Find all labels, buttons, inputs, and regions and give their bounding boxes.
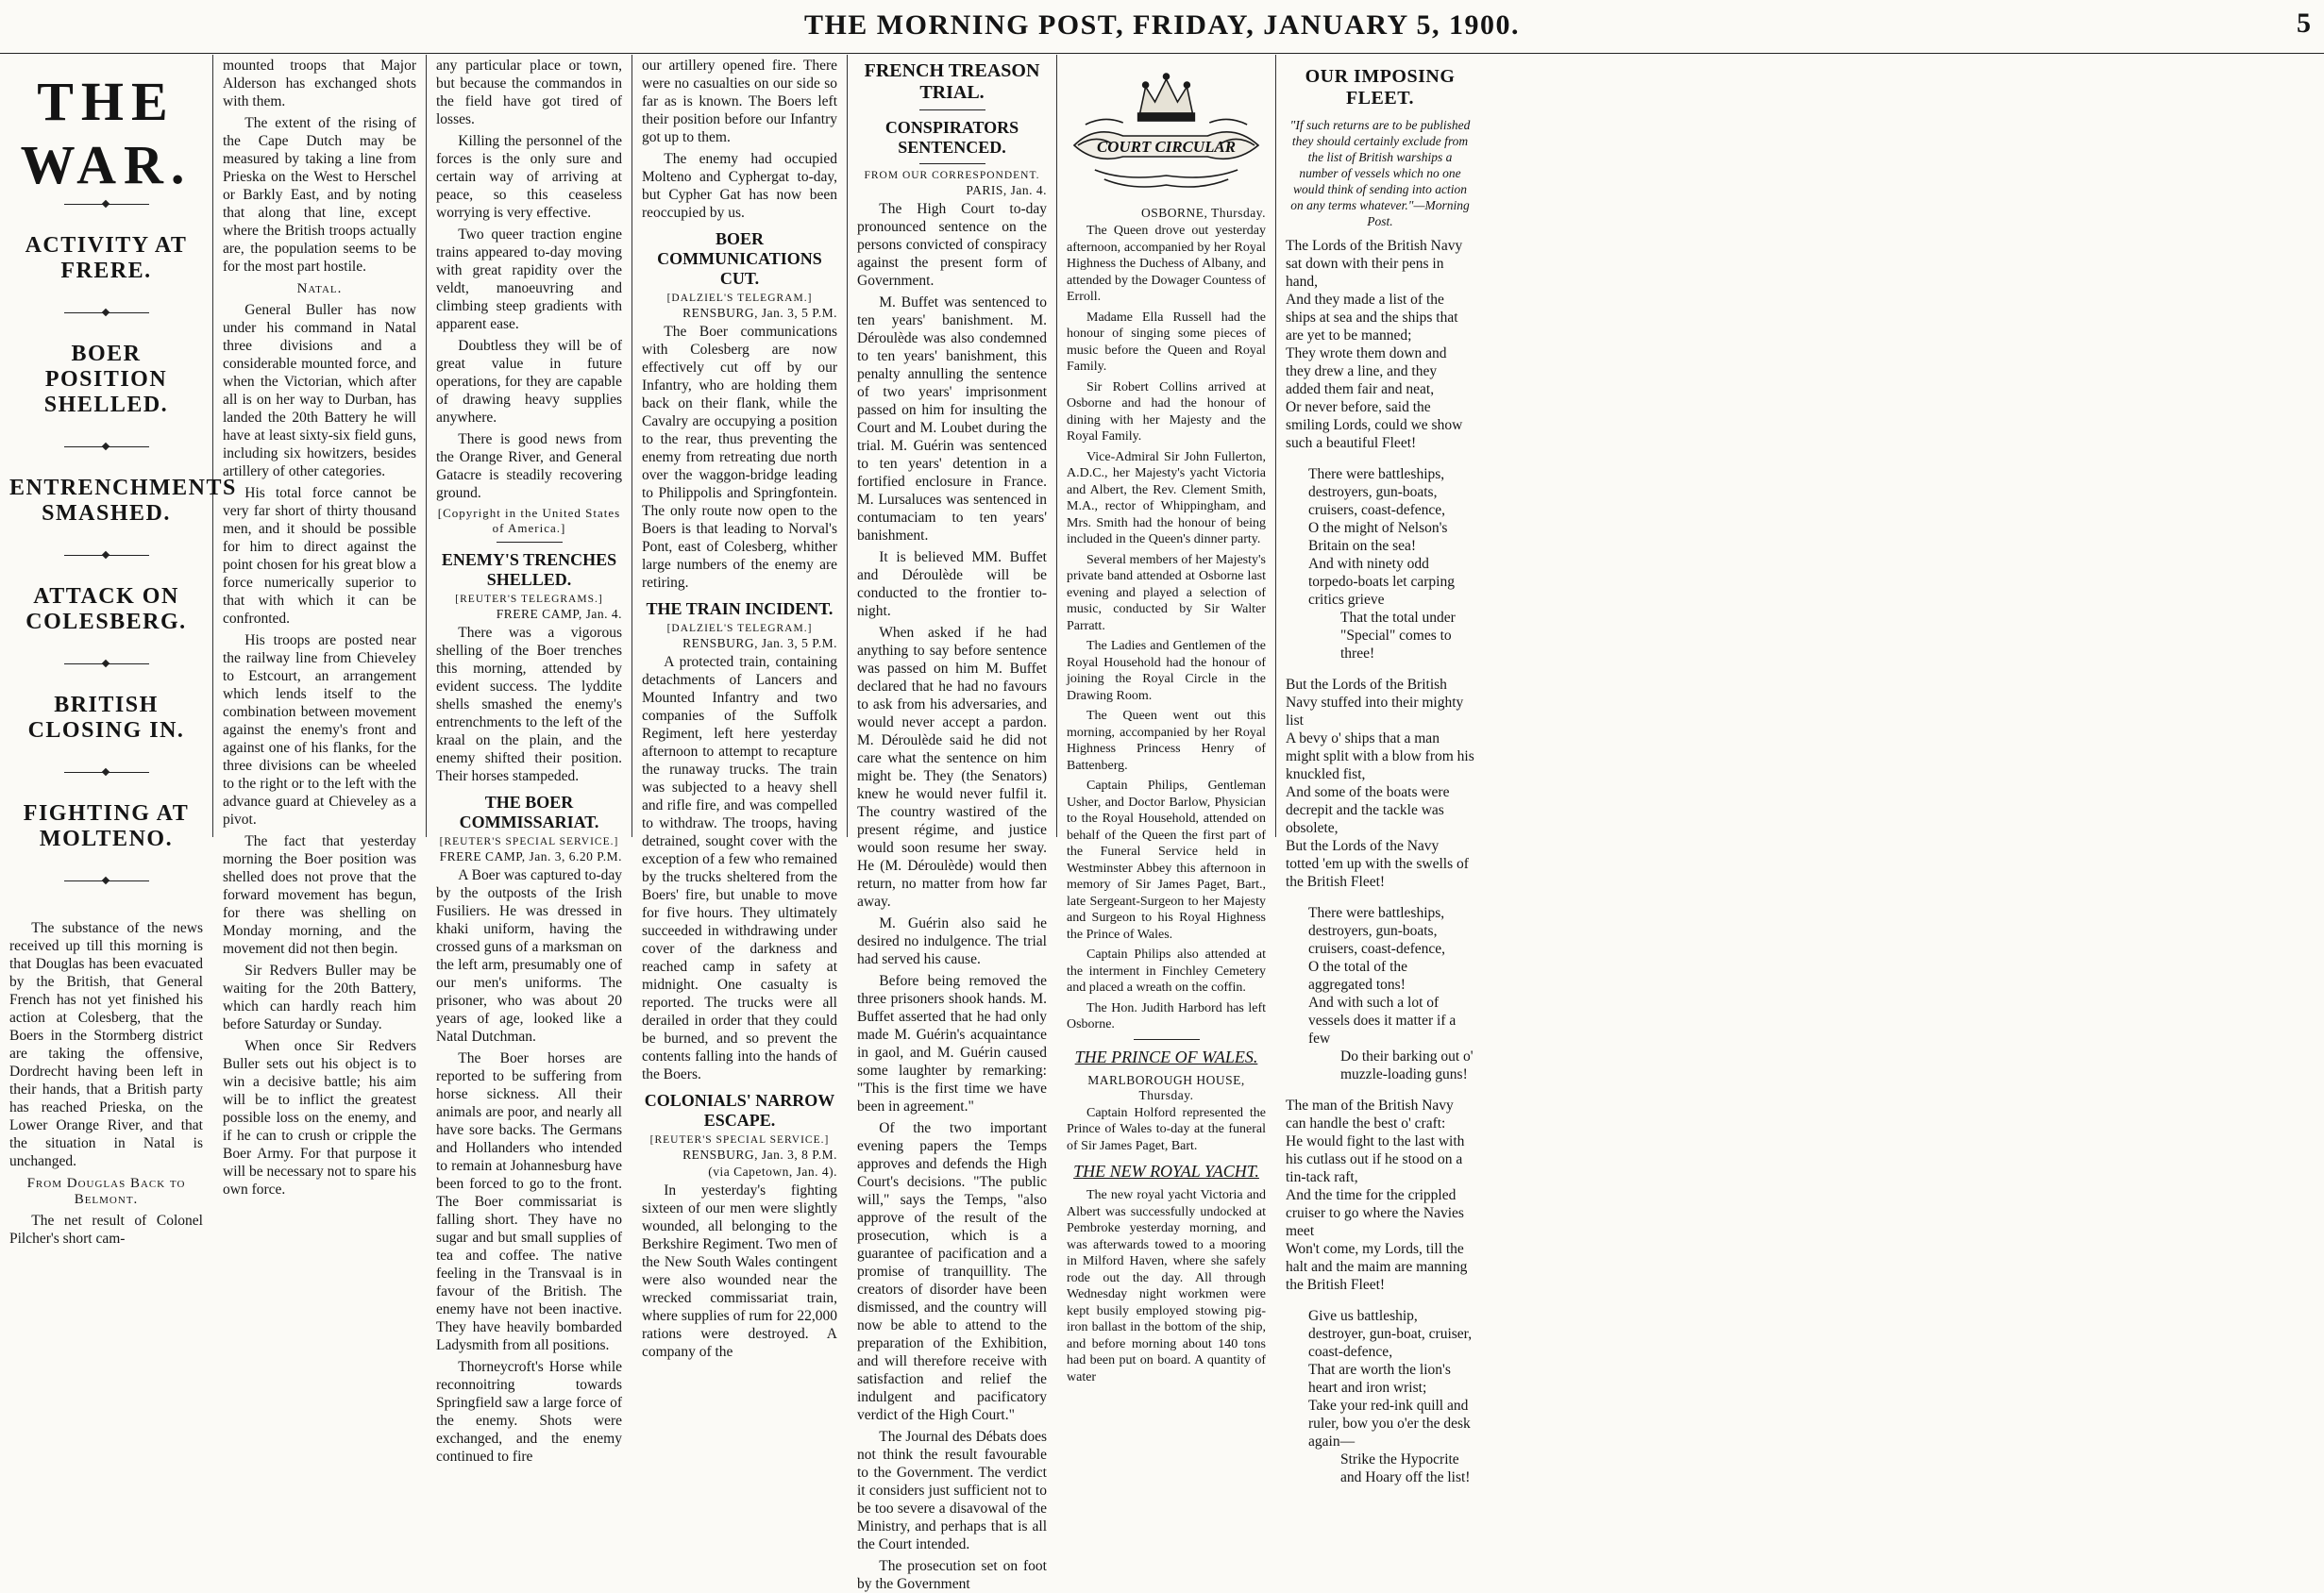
article-paragraph: Several members of her Majesty's private band attended at Osborne last evening and played a selection of music, conducted by Sir Walter Parratt. [1067, 552, 1266, 633]
article-paragraph: Vice-Admiral Sir John Fullerton, A.D.C., her Majesty's yacht Victoria and Albert, the Rev. Clement Smith, M.A., rector of Whippingham, and Mrs. Smith had the honour of being included in the Queen's dinner party. [1067, 449, 1266, 546]
article-paragraph: The Boer communications with Colesberg are now effectively cut off by our Infantry, who are holding them back on their flank, while the Cavalry are occupying a position to the rear, thus preventing the enemy from retreating due north over the waggon-bridge leading to Philippolis and Springfontein. The only route now open to the Boers is that leading to Norval's Pont, east of Colesberg, whither large numbers of the enemy are retiring. [642, 324, 837, 591]
ornamental-rule [64, 880, 149, 881]
subhead: BRITISH CLOSING IN. [27, 693, 185, 743]
column-frere-camp [427, 55, 632, 1465]
poem-line: O the might of Nelson's Britain on the sea! [1308, 520, 1448, 554]
subhead: FIGHTING AT MOLTENO. [23, 801, 190, 851]
rule [497, 542, 563, 543]
court-circular-emblem [1067, 59, 1266, 200]
article-paragraph: His total force cannot be very far short of thirty thousand men, and it should be possible for him to direct against the point chosen for his great blow a force numerically superior to that with which it can be confronted. [223, 485, 416, 627]
article-paragraph: M. Buffet was sentenced to ten years' banishment. M. Déroulède was also condemned to ten years' banishment, this penalty annulling the sentence of two years' imprisonment passed on him for insulting the Court and M. Loubet during the trial. M. Guérin was sentenced to ten years' detention in a fortified enclosure in France. M. Lursaluces was sentenced in contumaciam to ten years' banishment. [857, 294, 1047, 544]
article-paragraph: A protected train, containing detachments of Lancers and Mounted Infantry and two companies of the Suffolk Regiment, left here yesterday afternoon to attempt to recapture the runaway trucks. The train was subjected to a heavy shell and rifle fire, and was compelled to withdraw. The troops, having detrained, sought cover with the exception of a few who remained by the trucks sheltered from the Boers' fire, but unable to move for five hours. They ultimately succeeded in withdrawing under cover of the darkness and reached camp in safety at midnight. One casualty is reported. The trucks were all derailed in order that they could be burned, and so prevent the contents falling into the hands of the Boers. [642, 654, 838, 1082]
poem-line: There were battleships, destroyers, gun-boats, cruisers, coast-defence, [1308, 905, 1446, 957]
article-paragraph: The Ladies and Gentlemen of the Royal Household had the honour of joining the Royal Circle in the Drawing Room. [1067, 639, 1266, 703]
poem-line: And they made a list of the ships at sea and the ships that are yet to be manned; [1286, 292, 1458, 344]
article-paragraph: The enemy had occupied Molteno and Cyphergat to-day, but Cypher Gat has now been reoccupied by us. [642, 151, 837, 221]
poem-stanza [1286, 676, 1474, 891]
ornamental-rule [64, 312, 149, 313]
dateline: RENSBURG, Jan. 3, 5 P.M. [682, 636, 837, 650]
poem-line: And with such a lot of vessels does it matter if a few [1308, 995, 1457, 1047]
article-paragraph: mounted troops that Major Alderson has exchanged shots with them. [223, 58, 416, 109]
article-paragraph: Captain Philips, Gentleman Usher, and Doctor Barlow, Physician to the Royal Household, attended on behalf of the Queen the first part of the Funeral Service held in Westminster Abbey this afternoon in memory of Sir James Paget, Bart., late Sergeant-Surgeon to her Majesty and Surgeon to his Royal Highness the Prince of Wales. [1067, 779, 1266, 942]
copyright-note: [Copyright in the United States of America.] [437, 506, 621, 535]
article-headline: THE TRAIN INCIDENT. [646, 599, 834, 618]
poem-stanza [1286, 904, 1474, 1083]
dateline: RENSBURG, Jan. 3, 5 P.M. [682, 306, 837, 320]
war-title: THE WAR. [20, 71, 193, 195]
column-war-headlines [0, 55, 237, 1247]
article-paragraph: When asked if he had anything to say before sentence was passed on him M. Buffet declared that he had no favours to ask from his adversaries, and would never accept a pardon. M. Déroulède said he did not care what the sentence on him might be. They (the Senators) knew he would never fulfil it. The country wastired of the present régime, and justice would soon resume her sway. He (M. Déroulède) would then return, no matter from how far away. [857, 625, 1047, 910]
source-line: FROM OUR CORRESPONDENT. [864, 170, 1040, 181]
article-paragraph: It is believed MM. Buffet and Déroulède will be conducted to the frontier to-night. [857, 549, 1047, 619]
poem-line: Give us battleship, destroyer, gun-boat, cruiser, coast-defence, [1308, 1308, 1473, 1360]
crown-banner-icon [1067, 59, 1266, 200]
masthead [0, 0, 2324, 54]
article-paragraph: Sir Robert Collins arrived at Osborne and had the honour of dining with her Majesty and the Royal Family. [1067, 379, 1266, 444]
ornamental-rule [64, 446, 149, 447]
source-line: [REUTER'S TELEGRAMS.] [455, 594, 603, 605]
article-paragraph: The fact that yesterday morning the Boer position was shelled does not prove that the forward movement has begun, for there was shelling on Monday morning, and the movement did not then begin. [223, 833, 416, 957]
dateline: RENSBURG, Jan. 3, 8 P.M. [682, 1148, 837, 1162]
column-court-circular [1057, 55, 1276, 1384]
article-paragraph: The new royal yacht Victoria and Albert was successfully undocked at Pembroke yesterday morning, and was afterwards towed to a mooring in Milford Haven, where she safely rode out the day. All through Wednesday night workmen were kept busily employed stowing pig-iron ballast in the bottom of the ship, and before morning about 140 tons had been put on board. A quantity of water [1067, 1188, 1266, 1384]
column-french-trial [848, 55, 1057, 1592]
article-paragraph: The High Court to-day pronounced sentence on the persons convicted of conspiracy against the present form of Government. [857, 201, 1047, 289]
article-headline: COLONIALS' NARROW ESCAPE. [644, 1091, 835, 1130]
article-paragraph: The substance of the news received up till this morning is that Douglas has been evacuated by the British, that General French has not yet finished his action at Colesberg, that the Boers in the Stormberg district are taking the offensive, Dordrecht having been left in their hands, that a British party has reached Prieska, on the Lower Orange River, and that the situation in Natal is unchanged. [9, 920, 203, 1169]
article-headline: FRENCH TREASON TRIAL. [864, 60, 1040, 103]
article-paragraph: The prosecution set on foot by the Government [857, 1558, 1047, 1592]
ornamental-rule [64, 772, 149, 773]
poem-line: And some of the boats were decrepit and the tackle was obsolete, [1286, 784, 1450, 836]
poem-line: That are worth the lion's heart and iron wrist; [1308, 1362, 1451, 1396]
masthead-title: THE MORNING POST, FRIDAY, JANUARY 5, 1900. [803, 9, 1521, 41]
poem-line: O the total of the aggregated tons! [1308, 959, 1408, 993]
dateline: MARLBOROUGH HOUSE, Thursday. [1087, 1072, 1245, 1102]
poem-line: Take your red-ink quill and ruler, bow you o'er the desk again— [1308, 1398, 1471, 1450]
poem-line: But the Lords of the Navy totted 'em up with the swells of the British Fleet! [1286, 838, 1469, 890]
article-paragraph: A Boer was captured to-day by the outposts of the Irish Fusiliers. He was dressed in khaki uniform, having the crossed guns of a marksman on the left arm, presumably one of our men's uniforms. The prisoner, who was about 20 years of age, looked like a Natal Dutchman. [436, 867, 622, 1045]
poem-line: Strike the Hypocrite and Hoary off the list! [1340, 1451, 1471, 1485]
dateline-note: (via Capetown, Jan. 4). [708, 1165, 837, 1179]
poem-line: Or never before, said the smiling Lords, could we show such a beautiful Fleet! [1286, 399, 1463, 451]
poem-line: Won't come, my Lords, till the halt and the maim are manning the British Fleet! [1286, 1241, 1468, 1293]
article-paragraph: In yesterday's fighting sixteen of our men were slightly wounded, all belonging to the Berkshire Regiment. Two men of the New South Wales contingent were also wounded near the wrecked commissariat train, where supplies of rum for 22,000 rations were destroyed. A company of the [642, 1182, 837, 1360]
poem-stanza [1286, 1307, 1474, 1486]
ornamental-rule [64, 663, 149, 664]
article-paragraph: any particular place or town, but because the commandos in the field have got tired of losses. [436, 58, 622, 127]
article-paragraph: Doubtless they will be of great value in future operations, for they are capable of drawing heavy supplies anywhere. [436, 338, 622, 426]
poem-stanza [1286, 1097, 1474, 1294]
poem-body [1286, 237, 1474, 1486]
article-paragraph: our artillery opened fire. There were no casualties on our side so far as is known. The Boers left their position before our Infantry got up to them. [642, 58, 837, 145]
source-line: [DALZIEL'S TELEGRAM.] [666, 293, 813, 304]
article-paragraph: Thorneycroft's Horse while reconnoitring towards Springfield saw a large force of the enemy. Shots were exchanged, and the enemy continued to fire [436, 1359, 622, 1465]
poem-line: They wrote them down and they drew a line, and they added them fair and neat, [1286, 345, 1447, 397]
article-paragraph: There was a vigorous shelling of the Boer trenches this morning, attended by evident success. The lyddite shells smashed the enemy's entrenchments to the left of the kraal on the plain, and the enemy shifted their position. Their horses stampeded. [436, 625, 622, 784]
article-paragraph: M. Guérin also said he desired no indulgence. The trial had served his cause. [857, 915, 1047, 967]
dateline: FRERE CAMP, Jan. 4. [496, 607, 622, 621]
columns [0, 55, 2324, 1592]
article-paragraph: The net result of Colonel Pilcher's short cam- [9, 1213, 203, 1247]
subhead: ATTACK ON COLESBERG. [25, 584, 187, 634]
article-paragraph: Madame Ella Russell had the honour of singing some pieces of music before the Queen and Royal Family. [1067, 310, 1266, 374]
dateline: OSBORNE, Thursday. [1140, 206, 1266, 220]
article-headline: THE NEW ROYAL YACHT. [1073, 1162, 1259, 1181]
poem-title: OUR IMPOSING FLEET. [1305, 66, 1456, 109]
article-paragraph: Before being removed the three prisoners shook hands. M. Buffet asserted that he had only made M. Guérin's acquaintance in gaol, and M. Guérin caused some laughter by remarking: "This is the first time we have been in agreement." [857, 973, 1047, 1115]
poem-line: A bevy o' ships that a man might split with a blow from his knuckled fist, [1286, 730, 1474, 782]
source-line: [DALZIEL'S TELEGRAM.] [666, 623, 813, 634]
article-paragraph: When once Sir Redvers Buller sets out his object is to win a decisive battle; his aim will be to inflict the greatest possible loss on the enemy, and if he can to crush or cripple the Boer Army. For that purpose it will be necessary not to spare his own force. [223, 1038, 416, 1198]
source-line: [REUTER'S SPECIAL SERVICE.] [439, 836, 619, 847]
subhead: ENTRENCHMENTS SMASHED. [9, 476, 237, 526]
article-paragraph: Two queer traction engine trains appeared to-day moving with great rapidity over the veldt, manoeuvring and climbing steep gradients with apparent ease. [436, 226, 622, 332]
poem-line: He would fight to the last with his cutlass out if he stood on a tin-tack raft, [1286, 1133, 1465, 1185]
article-paragraph: The Queen went out this morning, accompanied by her Royal Highness Princess Henry of Battenberg. [1067, 709, 1266, 773]
rule [919, 163, 985, 164]
poem-stanza [1286, 237, 1474, 452]
poem-stanza [1286, 465, 1474, 662]
article-headline: ENEMY'S TRENCHES SHELLED. [441, 550, 617, 589]
article-headline: THE BOER COMMISSARIAT. [459, 793, 599, 831]
poem-line: The man of the British Navy can handle the best o' craft: [1286, 1098, 1454, 1132]
poem-line: Do their barking out o' muzzle-loading guns! [1340, 1048, 1474, 1082]
subhead: BOER POSITION SHELLED. [43, 342, 169, 417]
section-head: From Douglas Back to Belmont. [26, 1176, 186, 1207]
column-rensburg [632, 55, 848, 1360]
article-paragraph: Sir Redvers Buller may be waiting for the 20th Battery, which can hardly reach him before Saturday or Sunday. [223, 963, 416, 1032]
poem-line: And the time for the crippled cruiser to go where the Navies meet [1286, 1187, 1464, 1239]
poem-line: That the total under "Special" comes to three! [1340, 610, 1456, 662]
article-paragraph: The Journal des Débats does not think the result favourable to the Government. The verdict it considers just sufficient not to be too severe a disavowal of the Ministry, and perhaps that is all the Court intended. [857, 1429, 1047, 1552]
article-headline: BOER COMMUNICATIONS CUT. [657, 229, 822, 288]
source-line: [REUTER'S SPECIAL SERVICE.] [649, 1134, 830, 1146]
article-paragraph: His troops are posted near the railway line from Chieveley to Estcourt, an arrangement which lends itself to the combination between movement against the enemy's front and against one of his flanks, for the three divisions can be wheeled to the right or to the left with the advance guard at Chieveley as a pivot. [223, 632, 416, 828]
emblem-lettering: COURT CIRCULAR [1097, 137, 1236, 157]
poem-line: But the Lords of the British Navy stuffed into their mighty list [1286, 677, 1464, 729]
poem-line: And with ninety odd torpedo-boats let carping critics grieve [1308, 556, 1455, 608]
poem-line: The Lords of the British Navy sat down with their pens in hand, [1286, 238, 1463, 290]
article-paragraph: Captain Holford represented the Prince of Wales to-day at the funeral of Sir James Paget, Bart. [1067, 1105, 1266, 1153]
article-subheadline: CONSPIRATORS SENTENCED. [884, 118, 1019, 157]
poem-epigraph: "If such returns are to be published they should certainly exclude from the list of British warships a number of vessels which no one would think of sending into action on any terms whatever."—Morning Post. [1289, 118, 1471, 228]
article-paragraph: Of the two important evening papers the Temps approves and defends the High Court's decisions. "The public will," says the Temps, "also approve of the result of the prosecution, which is a guarantee of pacification and a promise of tranquillity. The creators of disorder have been dismissed, and the country will now be able to attend to the preparation of the Exhibition, and will therefore receive with satisfaction and relief the indulgent and pacificatory verdict of the High Court." [857, 1120, 1047, 1423]
article-headline: THE PRINCE OF WALES. [1074, 1047, 1258, 1066]
article-paragraph: There is good news from the Orange River, and General Gatacre is steadily recovering ground. [436, 431, 622, 501]
ornamental-rule [64, 204, 149, 205]
article-paragraph: The Queen drove out yesterday afternoon, accompanied by her Royal Highness the Duchess of Albany, and attended by the Dowager Countess of Erroll. [1067, 224, 1266, 304]
dateline: FRERE CAMP, Jan. 3, 6.20 P.M. [439, 849, 622, 864]
article-paragraph: Captain Philips also attended at the interment in Finchley Cemetery and placed a wreath on the coffin. [1067, 947, 1266, 995]
rule [919, 109, 985, 110]
dateline: PARIS, Jan. 4. [966, 183, 1047, 197]
article-paragraph: The Hon. Judith Harbord has left Osborne. [1067, 1000, 1266, 1031]
article-paragraph: The extent of the rising of the Cape Dutch may be measured by taking a line from Prieska on the West to Herschel or Barkly East, and by noting that along that line, except where the British troops actually are, the population seems to be for the most part hostile. [223, 115, 416, 275]
poem-line: There were battleships, destroyers, gun-boats, cruisers, coast-defence, [1308, 466, 1446, 518]
section-head: Natal. [296, 281, 343, 296]
ornamental-rule [64, 555, 149, 556]
rule [1134, 1039, 1200, 1040]
column-natal [213, 55, 427, 1198]
article-paragraph: The Boer horses are reported to be suffering from horse sickness. All their animals are poor, and nearly all have sore backs. The Germans and Hollanders who intended to remain at Johannesburg have been forced to go to the front. The Boer commissariat is falling short. They have no sugar and but small supplies of tea and coffee. The native feeling in the Transvaal is in favour of the British. The enemy have not been inactive. They have heavily bombarded Ladysmith from all positions. [436, 1050, 622, 1353]
subhead: ACTIVITY AT FRERE. [25, 233, 188, 283]
column-fleet-poem [1276, 55, 2324, 1485]
article-paragraph: Killing the personnel of the forces is the only sure and certain way of arriving at peace, so this ceaseless worrying is very effective. [436, 133, 622, 221]
page-number: 5 [2297, 8, 2311, 39]
article-paragraph: General Buller has now under his command in Natal three divisions and a considerable mounted force, and when the Victorian, which after all is on her way to Durban, has landed the 20th Battery he will have at least sixty-six field guns, including six howitzers, besides artillery of other categories. [223, 302, 416, 479]
